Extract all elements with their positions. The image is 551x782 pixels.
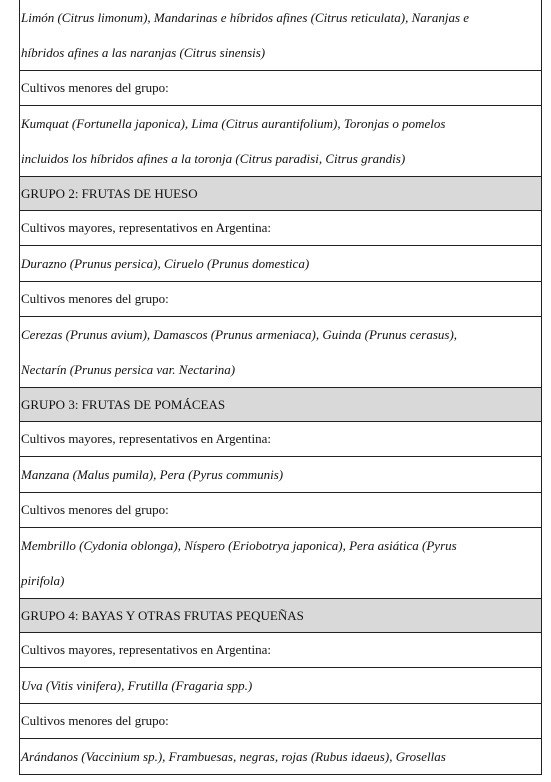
cell-line: Manzana (Malus pumila), Pera (Pyrus communis) xyxy=(21,467,284,482)
group-title: GRUPO 2: FRUTAS DE HUESO xyxy=(21,186,198,201)
group-header-cell xyxy=(20,598,541,632)
cell-line: incluidos los híbridos afines a la toronja (Citrus paradisi, Citrus grandis) xyxy=(21,151,406,166)
cell-line: Cultivos mayores, representativos en Argentina: xyxy=(21,220,271,235)
cell-line: Durazno (Prunus persica), Ciruelo (Prunus domestica) xyxy=(21,256,310,271)
cell-line: Cultivos menores del grupo: xyxy=(21,80,169,95)
crop-cell xyxy=(20,316,541,387)
crop-cell xyxy=(20,667,541,703)
label-cell xyxy=(20,281,541,316)
group-title: GRUPO 3: FRUTAS DE POMÁCEAS xyxy=(21,397,226,412)
crop-cell xyxy=(20,245,541,281)
cell-line: Kumquat (Fortunella japonica), Lima (Citrus aurantifolium), Toronjas o pomelos xyxy=(21,116,446,131)
label-cell xyxy=(20,421,541,456)
cell-line: Arándanos (Vaccinium sp.), Frambuesas, negras, rojas (Rubus idaeus), Grosellas xyxy=(21,749,446,764)
cell-line: híbridos afines a las naranjas (Citrus sinensis) xyxy=(21,45,266,60)
crop-cell xyxy=(20,456,541,492)
crop-cell xyxy=(20,105,541,176)
group-header-cell xyxy=(20,387,541,421)
crop-cell xyxy=(20,738,541,774)
cell-line: Membrillo (Cydonia oblonga), Níspero (Eriobotrya japonica), Pera asiática (Pyrus xyxy=(21,538,457,553)
cell-line: Cultivos mayores, representativos en Argentina: xyxy=(21,642,271,657)
crop-cell xyxy=(20,0,541,70)
cell-line: Nectarín (Prunus persica var. Nectarina) xyxy=(21,362,236,377)
cell-line: pirifola) xyxy=(21,573,65,588)
group-header-cell xyxy=(20,176,541,210)
group-title: GRUPO 4: BAYAS Y OTRAS FRUTAS PEQUEÑAS xyxy=(21,608,304,623)
label-cell xyxy=(20,703,541,738)
crop-cell xyxy=(20,527,541,598)
cell-line: Cultivos menores del grupo: xyxy=(21,713,169,728)
cell-line: Cerezas (Prunus avium), Damascos (Prunus armeniaca), Guinda (Prunus cerasus), xyxy=(21,327,458,342)
cell-line: Limón (Citrus limonum), Mandarinas e híbridos afines (Citrus reticulata), Naranjas e xyxy=(21,10,470,25)
label-cell xyxy=(20,632,541,667)
cell-line: Uva (Vitis vinifera), Frutilla (Fragaria spp.) xyxy=(21,678,253,693)
label-cell xyxy=(20,492,541,527)
cell-line: Cultivos mayores, representativos en Argentina: xyxy=(21,431,271,446)
cell-line: Cultivos menores del grupo: xyxy=(21,291,169,306)
cell-line: Cultivos menores del grupo: xyxy=(21,502,169,517)
crop-groups-table xyxy=(19,0,542,775)
label-cell xyxy=(20,210,541,245)
label-cell xyxy=(20,70,541,105)
